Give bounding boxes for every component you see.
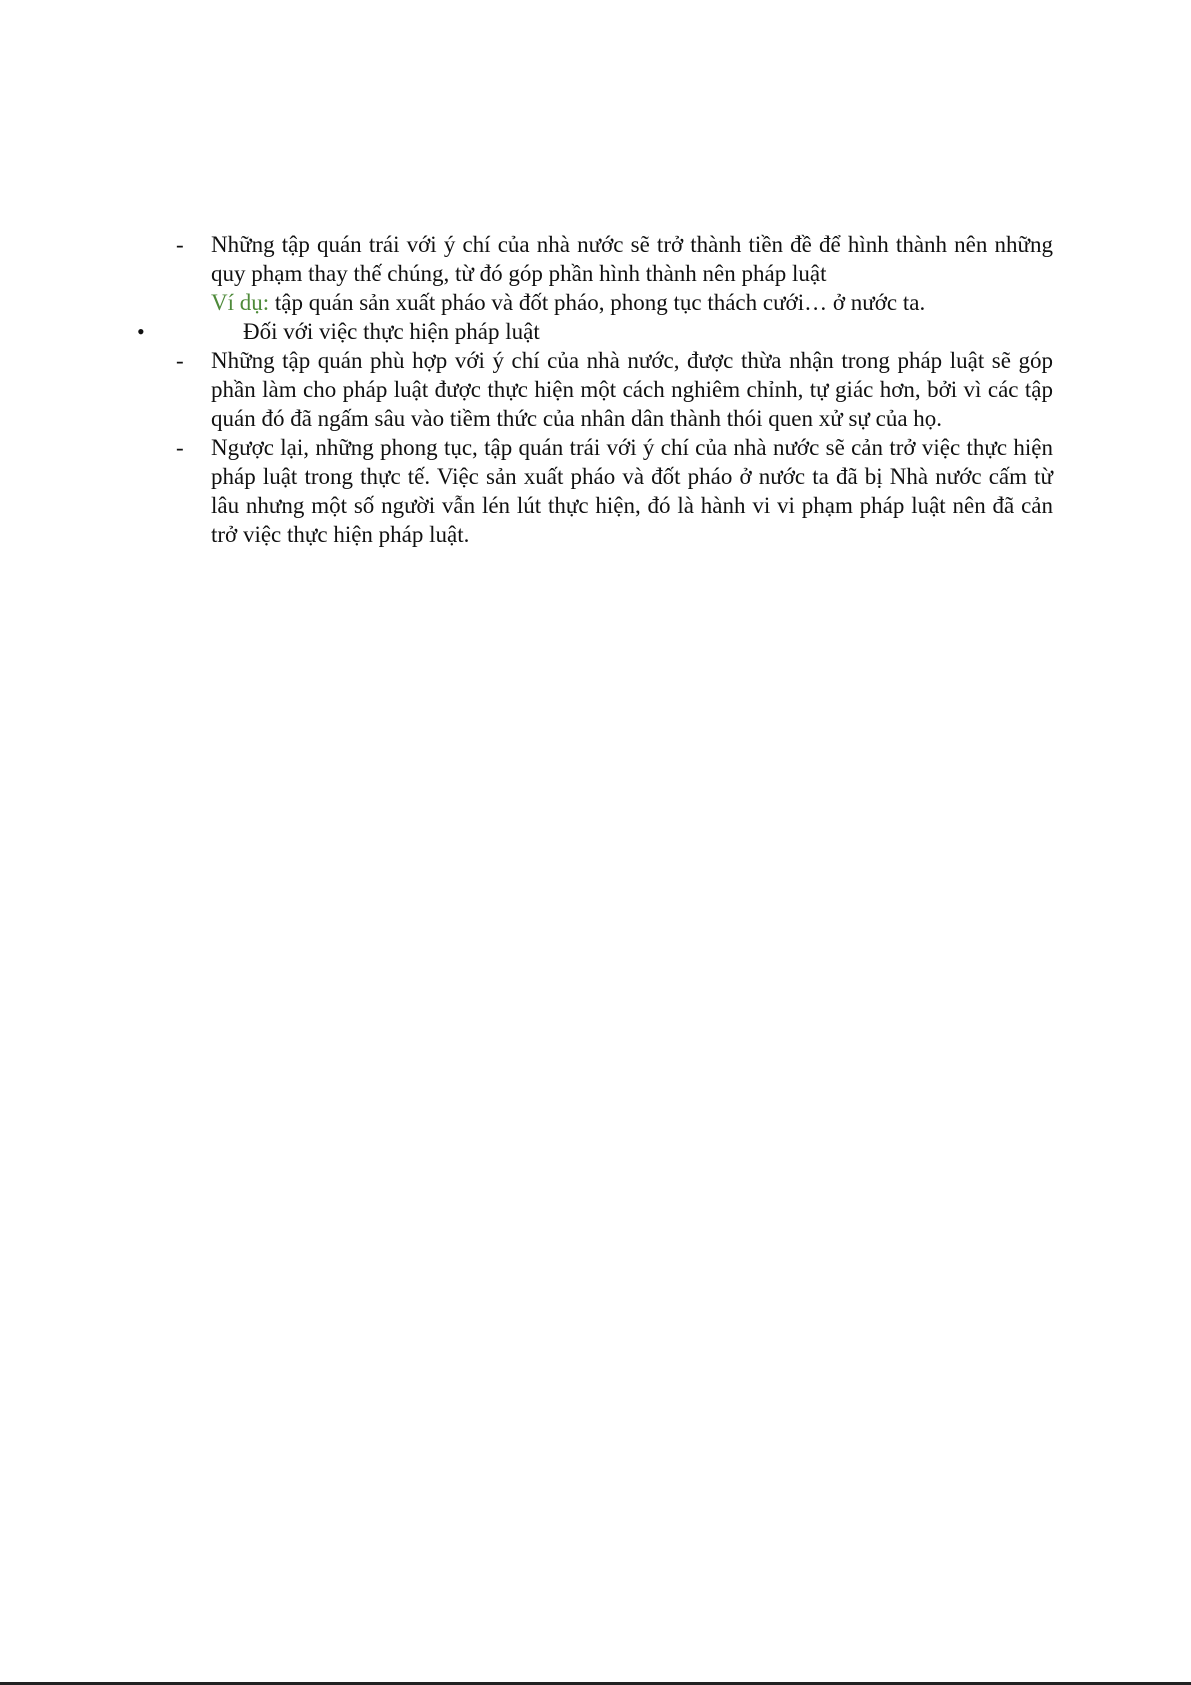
list-item-dash-1 xyxy=(0,230,1053,317)
list-item-dash-2 xyxy=(0,346,1053,433)
dash-marker: - xyxy=(176,348,184,373)
example-label: Ví dụ: xyxy=(211,290,270,315)
list-item-bullet-heading xyxy=(0,317,1053,346)
example-text: tập quán sản xuất pháo và đốt pháo, phong tục thách cưới… ở nước ta. xyxy=(269,290,926,315)
dash-marker: - xyxy=(176,435,184,460)
list-item-dash-3 xyxy=(0,433,1053,549)
paragraph-text: Ngược lại, những phong tục, tập quán trái với ý chí của nhà nước sẽ cản trở việc thực hiện pháp luật trong thực tế. Việc sản xuất pháo và đốt pháo ở nước ta đã bị Nhà nước cấm từ lâu nhưng một số người vẫn lén lút thực hiện, đó là hành vi vi phạm pháp luật nên đã cản trở việc thực hiện pháp luật. xyxy=(211,435,1053,547)
bullet-marker: • xyxy=(137,319,145,344)
example-line xyxy=(211,288,1053,317)
section-heading: Đối với việc thực hiện pháp luật xyxy=(243,319,540,344)
document-body xyxy=(0,230,1191,549)
paragraph-text: Những tập quán phù hợp với ý chí của nhà nước, được thừa nhận trong pháp luật sẽ góp phần làm cho pháp luật được thực hiện một cách nghiêm chỉnh, tự giác hơn, bởi vì các tập quán đó đã ngấm sâu vào tiềm thức của nhân dân thành thói quen xử sự của họ. xyxy=(211,348,1053,431)
paragraph-text: Những tập quán trái với ý chí của nhà nước sẽ trở thành tiền đề để hình thành nên những quy phạm thay thế chúng, từ đó góp phần hình thành nên pháp luật xyxy=(211,232,1053,286)
dash-marker: - xyxy=(176,232,184,257)
